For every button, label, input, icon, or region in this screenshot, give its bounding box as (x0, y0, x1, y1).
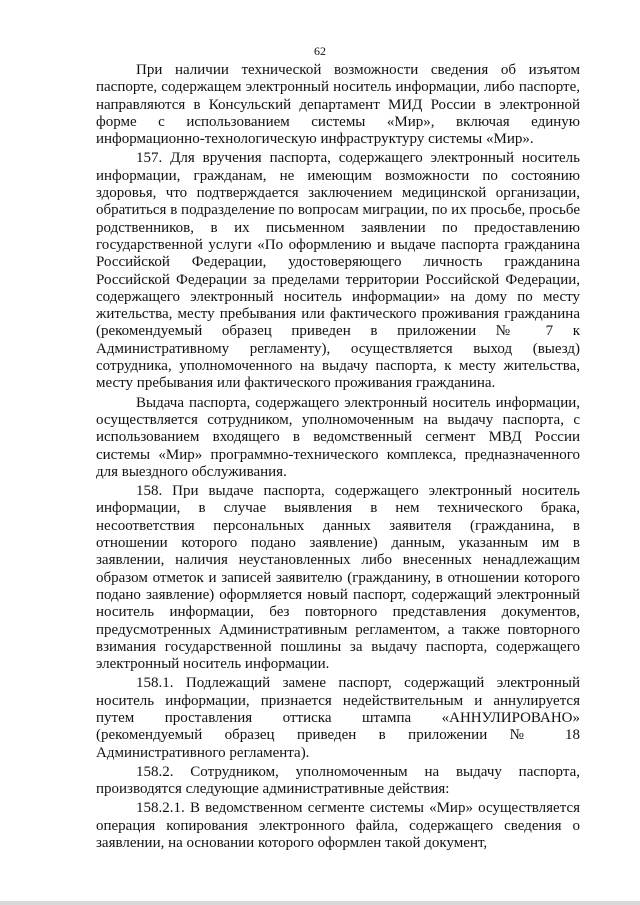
paragraph-158-2-1: 158.2.1. В ведомственном сегменте системы «Мир» осуществляется операция копирования электронного файла, содержащего сведения о заявлении, на основании которого оформлен такой документ, (96, 800, 580, 852)
paragraph-158-1: 158.1. Подлежащий замене паспорт, содержащий электронный носитель информации, признается недействительным и аннулируется путем проставления оттиска штампа «АННУЛИРОВАНО» (рекомендуемый образец приведен в приложении № 18 Административного регламента). (96, 675, 580, 761)
paragraph-158: 158. При выдаче паспорта, содержащего электронный носитель информации, в случае выявления в нем технического брака, несоответствия персональных данных заявителя (гражданина, в отношении которого подано заявление) данным, указанным им в заявлении, наличия неустановленных либо внесенных ненадлежащим образом отметок и записей заявителю (гражданину, в отношении которого подано заявление) оформляется новый паспорт, содержащий электронный носитель информации, без повторного представления документов, предусмотренных Административным регламентом, а также повторного взимания государственной пошлины за выдачу паспорта, содержащего электронный носитель информации. (96, 483, 580, 673)
page-bottom-edge (0, 901, 640, 905)
page-number: 62 (314, 44, 326, 58)
document-body (96, 62, 580, 852)
paragraph-issuance-outreach: Выдача паспорта, содержащего электронный носитель информации, осуществляется сотрудником, уполномоченным на выдачу паспорта, с использованием входящего в ведомственный сегмент МВД России системы «Мир» программно-технического комплекса, предназначенного для выездного обслуживания. (96, 394, 580, 480)
paragraph-158-2: 158.2. Сотрудником, уполномоченным на выдачу паспорта, производятся следующие административные действия: (96, 763, 580, 798)
paragraph-157: 157. Для вручения паспорта, содержащего электронный носитель информации, гражданам, не имеющим возможности по состоянию здоровья, что подтверждается заключением медицинской организации, обратиться в подразделение по вопросам миграции, по их просьбе, просьбе родственников, в их письменном заявлении по предоставлению государственной услуги «По оформлению и выдаче паспорта гражданина Российской Федерации, удостоверяющего личность гражданина Российской Федерации за пределами территории Российской Федерации, содержащего электронный носитель информации» на дому по месту жительства, месту пребывания или фактического проживания гражданина (рекомендуемый образец приведен в приложении № 7 к Административному регламенту), осуществляется выход (выезд) сотрудника, уполномоченного на выдачу паспорта, к месту жительства, месту пребывания или фактического проживания гражданина. (96, 150, 580, 392)
paragraph-seizure-info: При наличии технической возможности сведения об изъятом паспорте, содержащем электронный носитель информации, либо паспорте, направляются в Консульский департамент МИД России в электронной форме с использованием системы «Мир», включая единую информационно-технологическую инфраструктуру системы «Мир». (96, 62, 580, 148)
